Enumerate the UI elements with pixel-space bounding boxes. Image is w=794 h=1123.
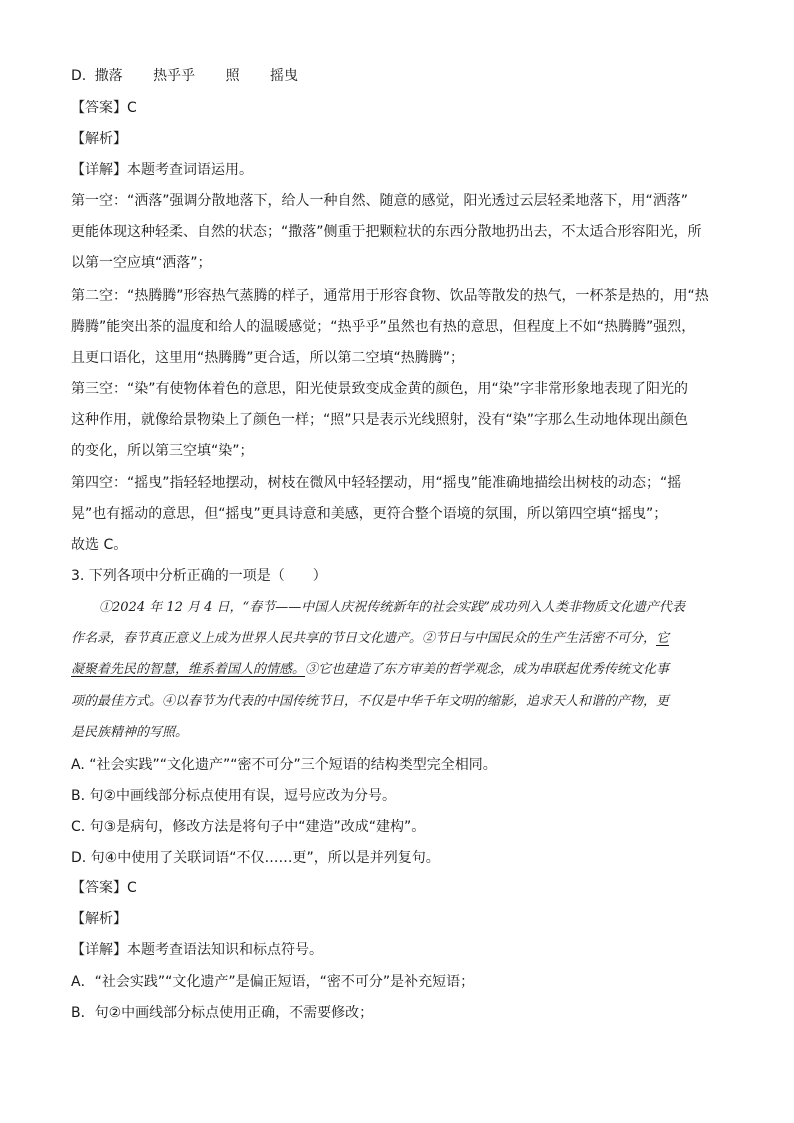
q2-text-line: 且更口语化，这里用“热腾腾”更合适，所以第二空填“热腾腾”； xyxy=(71,350,465,366)
q2-text-line: 第四空：“摇曳”指轻轻地摆动，树枝在微风中轻轻摆动，用“摇曳”能准确地描绘出树枝的动态；“摇 xyxy=(71,475,682,491)
q2-text-line: 晃”也有摇动的意思，但“摇曳”更具诗意和美感，更符合整个语境的氛围，所以第四空填“摇曳”； xyxy=(71,506,668,522)
passage-text: 作名录，春节真正意义上成为世界人民共享的节日文化遗产。②节日与中国民众的生产生活密不可分， xyxy=(71,631,657,646)
passage-text: ③它也建造了东方审美的哲学观念，成为串联起优秀传统文化事 xyxy=(305,662,670,677)
q2-answer: 【答案】C xyxy=(71,100,137,116)
q3-question: 3. 下列各项中分析正确的一项是（ ） xyxy=(71,568,327,584)
q3-detail: 【详解】本题考查语法知识和标点符号。 xyxy=(71,942,323,958)
q3-passage-line xyxy=(71,629,669,649)
option-word: 照 xyxy=(225,68,240,84)
q3-passage-line: 项的最佳方式。④以春节为代表的中国传统节日，不仅是中华千年文明的缩影，追求天人和谐的产物，更 xyxy=(71,694,670,709)
q3-analysis-label: 【解析】 xyxy=(71,911,127,927)
q3-explain-line: B．句②中画线部分标点使用正确，不需要修改； xyxy=(71,1005,374,1021)
underlined-text: 它 xyxy=(656,631,670,646)
q2-text-line: 更能体现这种轻柔、自然的状态；“撒落”侧重于把颗粒状的东西分散地扔出去，不太适合形容阳光，所 xyxy=(71,224,702,240)
q2-analysis-label: 【解析】 xyxy=(71,131,127,147)
q3-answer: 【答案】C xyxy=(71,880,137,896)
q2-text-line: 这种作用，就像给景物染上了颜色一样；“照”只是表示光线照射，没有“染”字那么生动地体现出颜色 xyxy=(71,412,689,428)
q3-option-b: B. 句②中画线部分标点使用有误，逗号应改为分号。 xyxy=(71,788,397,804)
q3-explain-line: A．“社会实践”“文化遗产”是偏正短语，“密不可分”是补充短语； xyxy=(71,974,475,990)
underlined-text: 凝聚着先民的智慧，维系着国人的情感。 xyxy=(71,662,306,677)
q2-text-line: 第二空：“热腾腾”形容热气蒸腾的样子，通常用于形容食物、饮品等散发的热气，一杯茶是热的，用“热 xyxy=(71,288,709,304)
q2-text-line: 故选 C。 xyxy=(71,537,128,553)
q3-option-d: D. 句④中使用了关联词语“不仅……更”，所以是并列复句。 xyxy=(71,850,440,866)
q3-passage-line xyxy=(71,660,669,680)
q2-text-line: 以第一空应填“洒落”； xyxy=(71,255,212,271)
q3-option-a: A. “社会实践”“文化遗产”“密不可分”三个短语的结构类型完全相同。 xyxy=(71,757,497,773)
q2-text-line: 第三空：“染”有使物体着色的意思，阳光使景致变成金黄的颜色，用“染”字非常形象地表现了阳光的 xyxy=(71,381,689,397)
option-word: 摇曳 xyxy=(270,68,299,84)
q2-text-line: 腾腾”能突出茶的温度和给人的温暖感觉；“热乎乎”虽然也有热的意思，但程度上不如“热腾腾”强烈， xyxy=(71,319,696,335)
q3-option-c: C. 句③是病句，修改方法是将句子中“建造”改成“建构”。 xyxy=(71,819,426,835)
q2-detail: 【详解】本题考查词语运用。 xyxy=(71,162,253,178)
q2-text-line: 的变化，所以第三空填“染”； xyxy=(71,443,254,459)
q3-passage-line: ①2024 年 12 月 4 日，“春节——中国人庆祝传统新年的社会实践”成功列入人类非物质文化遗产代表 xyxy=(99,600,685,615)
q2-option-d xyxy=(71,66,298,86)
q2-text-line: 第一空：“洒落”强调分散地落下，给人一种自然、随意的感觉，阳光透过云层轻柔地落下，用“洒落” xyxy=(71,193,689,209)
option-letter: D. xyxy=(71,68,87,84)
q3-passage-line: 是民族精神的写照。 xyxy=(71,725,189,740)
option-word: 撒落 xyxy=(94,68,123,84)
option-word: 热乎乎 xyxy=(153,68,196,84)
